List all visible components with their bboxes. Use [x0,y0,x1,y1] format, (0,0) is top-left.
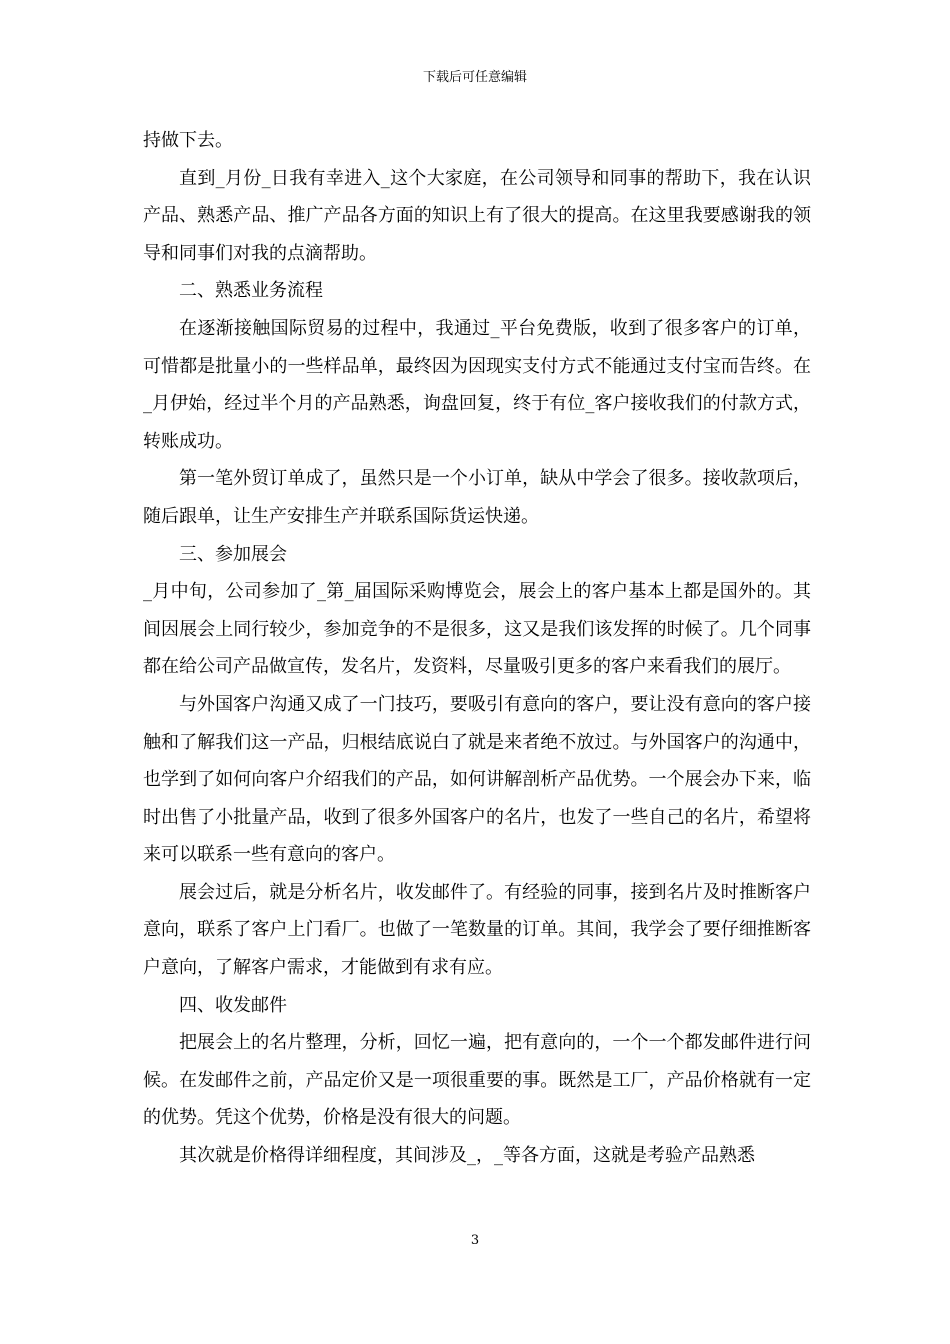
paragraph: 与外国客户沟通又成了一门技巧，要吸引有意向的客户，要让没有意向的客户接触和了解我们这一产品，归根结底说白了就是来者绝不放过。与外国客户的沟通中，也学到了如何向客户介绍我们的产品，如何讲解剖析产品优势。一个展会办下来，临时出售了小批量产品，收到了很多外国客户的名片，也发了一些自己的名片，希望将来可以联系一些有意向的客户。 [143,693,811,866]
paragraph: _月中旬，公司参加了_第_届国际采购博览会，展会上的客户基本上都是国外的。其间因展会上同行较少，参加竞争的不是很多，这又是我们该发挥的时候了。几个同事都在给公司产品做宣传，发名片，发资料，尽量吸引更多的客户来看我们的展厅。 [143,581,811,678]
paragraph: 持做下去。 [143,130,233,151]
paragraph: 在逐渐接触国际贸易的过程中，我通过_平台免费版，收到了很多客户的订单，可惜都是批量小的一些样品单，最终因为因现实支付方式不能通过支付宝而告终。在_月伊始，经过半个月的产品熟悉，询盘回复，终于有位_客户接收我们的付款方式，转账成功。 [143,317,811,452]
paragraph: 展会过后，就是分析名片，收发邮件了。有经验的同事，接到名片及时推断客户意向，联系了客户上门看厂。也做了一笔数量的订单。其间，我学会了要仔细推断客户意向，了解客户需求，才能做到有求有应。 [143,881,811,979]
paragraph: 其次就是价格得详细程度，其间涉及_，_等各方面，这就是考验产品熟悉 [179,1145,755,1167]
paragraph: 把展会上的名片整理，分析，回忆一遍，把有意向的，一个一个都发邮件进行问候。在发邮件之前，产品定价又是一项很重要的事。既然是工厂，产品价格就有一定的优势。凭这个优势，价格是没有很大的问题。 [143,1032,811,1129]
page-header: 下载后可任意编辑 [422,70,527,85]
paragraph: 四、收发邮件 [179,994,287,1016]
paragraph: 直到_月份_日我有幸进入_这个大家庭，在公司领导和同事的帮助下，我在认识产品、熟悉产品、推广产品各方面的知识上有了很大的提高。在这里我要感谢我的领导和同事们对我的点滴帮助。 [143,167,811,264]
paragraph: 第一笔外贸订单成了，虽然只是一个小订单，缺从中学会了很多。接收款项后，随后跟单，让生产安排生产并联系国际货运快递。 [143,468,811,527]
document-body [143,122,811,1175]
paragraph: 二、熟悉业务流程 [179,280,323,302]
paragraph: 三、参加展会 [179,543,287,565]
page-number: 3 [470,1233,480,1248]
